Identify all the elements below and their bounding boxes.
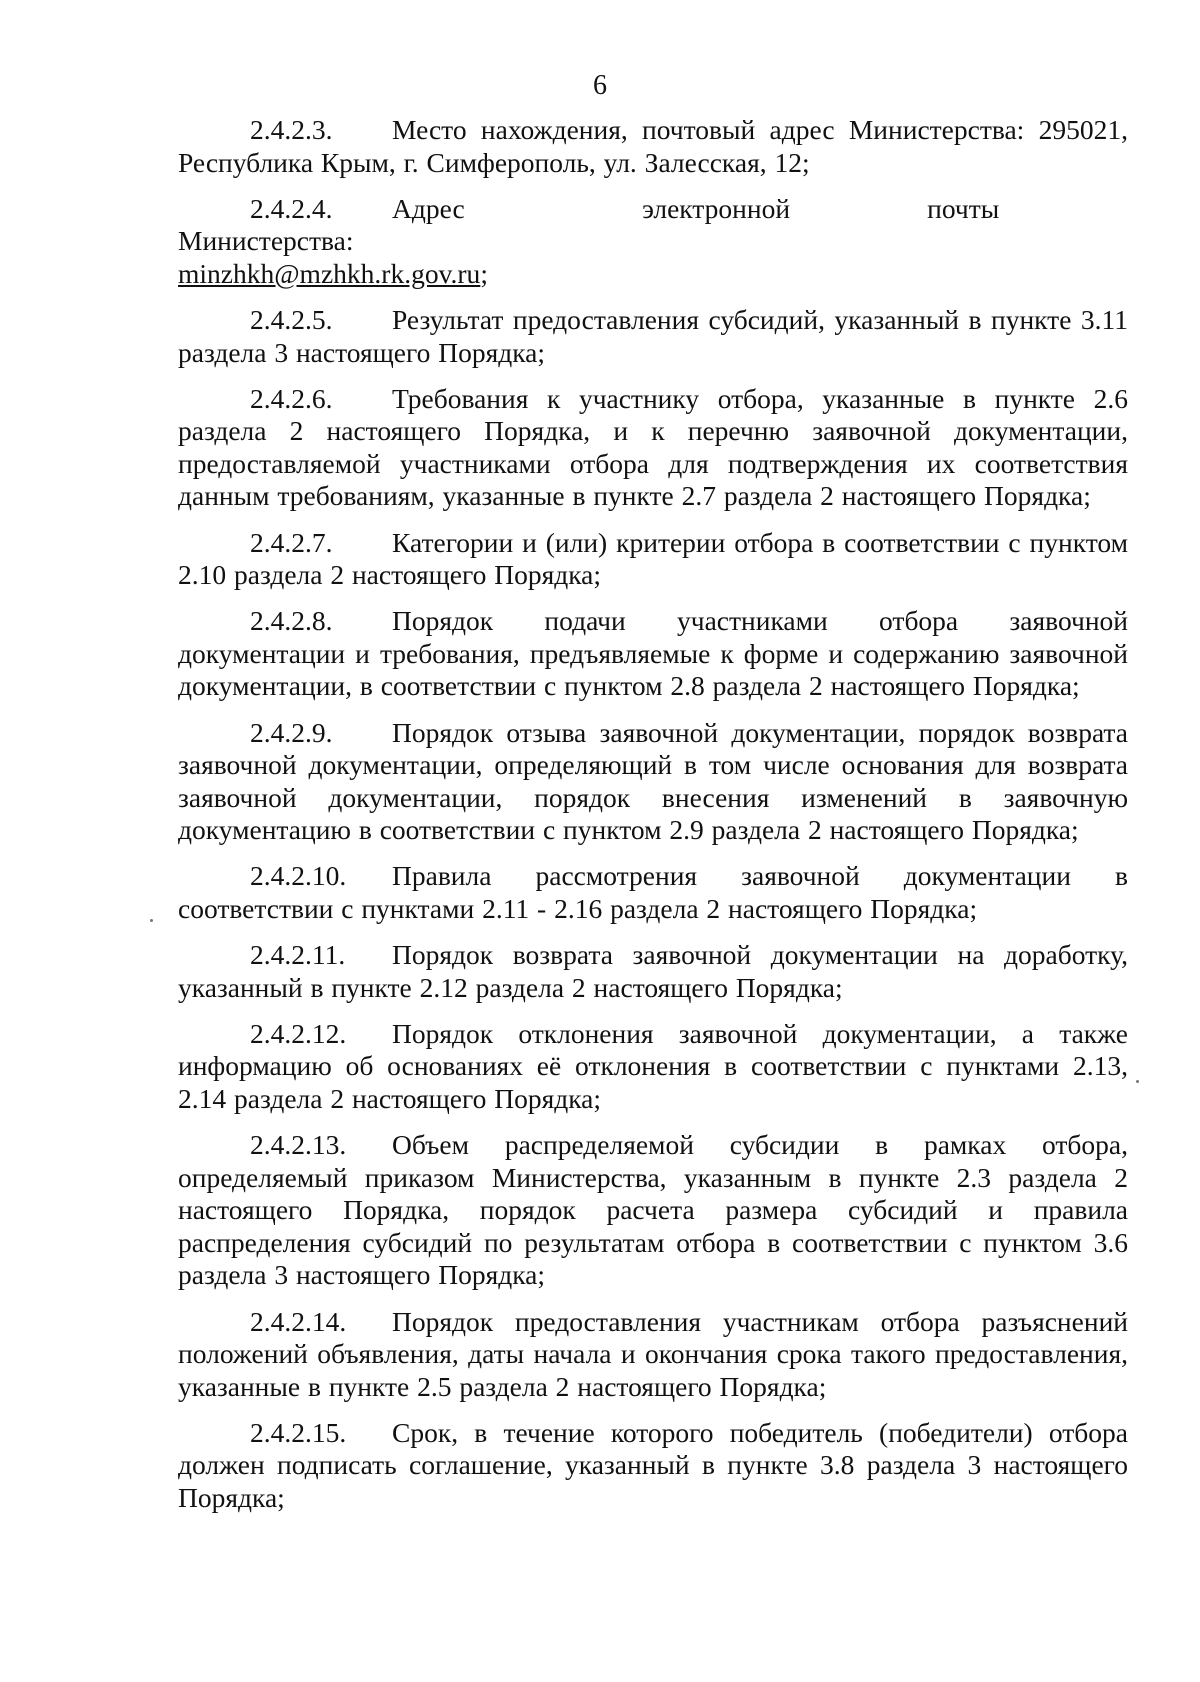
paragraph-2-4-2-4 [178, 193, 1128, 258]
paragraph-2-4-2-3 [178, 114, 1128, 179]
paragraph-number: 2.4.2.3. [250, 114, 333, 145]
paragraph-2-4-2-4-email-line [178, 258, 1128, 291]
paragraph-2-4-2-11 [178, 939, 1128, 1004]
paragraph-number: 2.4.2.7. [250, 526, 333, 558]
paragraph-text: Правила рассмотрения заявочной документации в соответствии с пунктами 2.11 - 2.16 раздела 2 настоящего Порядка; [178, 860, 1128, 924]
paragraph-number: 2.4.2.4. [250, 192, 333, 224]
paragraph-2-4-2-8 [178, 605, 1128, 703]
scan-speck [150, 919, 153, 922]
paragraph-text: Объем распределяемой субсидии в рамках отбора, определяемый приказом Министерства, указанным в пункте 2.3 раздела 2 настоящего Порядка, порядок расчета размера субсидий и правила распределения субсидий по результатам отбора в соответствии с пунктом 3.6 раздела 3 настоящего Порядка; [178, 1129, 1128, 1291]
paragraph-text: Порядок подачи участниками отбора заявочной документации и требования, предъявляемые к форме и содержанию заявочной документации, в соответствии с пунктом 2.8 раздела 2 настоящего Порядка; [178, 605, 1128, 702]
paragraph-number: 2.4.2.12. [250, 1017, 347, 1049]
paragraph-text: Срок, в течение которого победитель (победители) отбора должен подписать соглашение, указанный в пункте 3.8 раздела 3 настоящего Порядка; [178, 1416, 1128, 1513]
paragraph-number: 2.4.2.15. [250, 1416, 347, 1448]
paragraph-number: 2.4.2.9. [250, 716, 333, 748]
paragraph-2-4-2-7 [178, 527, 1128, 592]
paragraph-text: Категории и (или) критерии отбора в соответствии с пунктом 2.10 раздела 2 настоящего Порядка; [178, 526, 1128, 591]
document-body [178, 114, 1128, 1528]
paragraph-2-4-2-10 [178, 860, 1128, 925]
paragraph-2-4-2-6 [178, 383, 1128, 513]
page-number: 6 [593, 70, 607, 101]
paragraph-2-4-2-9 [178, 717, 1128, 847]
scan-speck [1136, 1080, 1139, 1083]
paragraph-2-4-2-15 [178, 1417, 1128, 1515]
paragraph-number: 2.4.2.6. [250, 382, 333, 414]
paragraph-text: Место нахождения, почтовый адрес Министерства: 295021, Республика Крым, г. Симферополь, ул. Залесская, 12; [178, 114, 1128, 178]
paragraph-number: 2.4.2.14. [250, 1305, 347, 1337]
paragraph-2-4-2-12 [178, 1018, 1128, 1116]
paragraph-text: Адрес электронной почты Министерства: [178, 192, 1128, 257]
paragraph-2-4-2-14 [178, 1306, 1128, 1404]
paragraph-number: 2.4.2.10. [250, 860, 347, 892]
paragraph-text: Порядок отзыва заявочной документации, порядок возврата заявочной документации, определяющий в том числе основания для возврата заявочной документации, порядок внесения изменений в заявочную документацию в соответствии с пунктом 2.9 раздела 2 настоящего Порядка; [178, 716, 1128, 846]
paragraph-2-4-2-5 [178, 304, 1128, 369]
email-suffix: ; [480, 257, 488, 289]
paragraph-number: 2.4.2.11. [250, 939, 346, 971]
paragraph-text: Требования к участнику отбора, указанные в пункте 2.6 раздела 2 настоящего Порядка, и к перечню заявочной документации, предоставляемой участниками отбора для подтверждения их соответствия данным требованиям, указанные в пункте 2.7 раздела 2 настоящего Порядка; [178, 382, 1128, 512]
paragraph-text: Порядок предоставления участникам отбора разъяснений положений объявления, даты начала и окончания срока такого предоставления, указанные в пункте 2.5 раздела 2 настоящего Порядка; [178, 1305, 1128, 1402]
paragraph-number: 2.4.2.13. [250, 1129, 347, 1161]
paragraph-number: 2.4.2.5. [250, 303, 333, 335]
paragraph-number: 2.4.2.8. [250, 605, 333, 637]
paragraph-text: Порядок возврата заявочной документации на доработку, указанный в пункте 2.12 раздела 2 настоящего Порядка; [178, 939, 1128, 1003]
paragraph-text: Результат предоставления субсидий, указанный в пункте 3.11 раздела 3 настоящего Порядка; [178, 303, 1128, 368]
paragraph-2-4-2-13 [178, 1129, 1128, 1292]
paragraph-text: Порядок отклонения заявочной документации, а также информацию об основаниях её отклонения в соответствии с пунктами 2.13, 2.14 раздела 2 настоящего Порядка; [178, 1017, 1128, 1114]
ministry-email-link[interactable]: minzhkh@mzhkh.rk.gov.ru [178, 257, 481, 289]
